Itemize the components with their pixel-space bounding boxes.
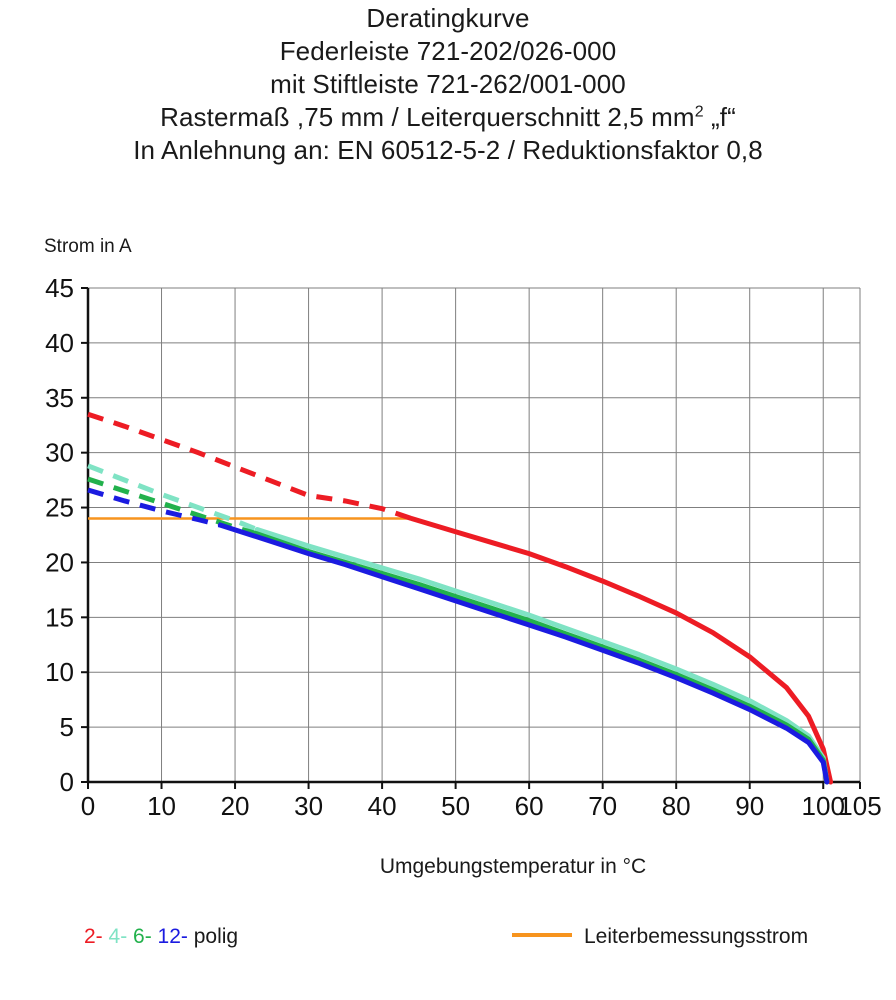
x-tick-label: 20 [220, 791, 250, 821]
chart-legend [0, 925, 896, 965]
title-line-4-post: „f“ [703, 102, 736, 132]
plot-area [0, 270, 896, 830]
title-block [0, 2, 896, 167]
legend-poles [84, 925, 238, 949]
deratingkurve-chart [0, 270, 896, 830]
y-axis-label: Strom in A [44, 236, 132, 257]
title-line-3: mit Stiftleiste 721-262/001-000 [270, 69, 626, 99]
legend-pole-2: 2- [84, 925, 109, 948]
y-tick-label: 5 [59, 712, 74, 743]
x-tick-label: 40 [367, 791, 397, 821]
legend-rated-current-label: Leiterbemessungsstrom [584, 925, 809, 948]
y-tick-label: 10 [45, 657, 74, 688]
series-line-dashed [88, 466, 257, 530]
y-tick-label: 25 [45, 492, 74, 523]
title-line-5: In Anlehnung an: EN 60512-5-2 / Reduktionsfaktor 0,8 [133, 135, 763, 165]
title-line-4-pre: Rastermaß ,75 mm / Leiterquerschnitt 2,5 mm [160, 102, 695, 132]
legend-pole-4: 4- [108, 925, 134, 948]
title-line-2: Federleiste 721-202/026-000 [279, 36, 617, 66]
x-tick-label: 50 [441, 791, 471, 821]
y-tick-label: 35 [45, 382, 74, 413]
y-tick-label: 45 [45, 273, 74, 303]
legend-pole-6: 6- [133, 925, 158, 948]
x-tick-label: 80 [661, 791, 691, 821]
x-tick-label: 70 [588, 791, 618, 821]
legend-rated-current [512, 925, 808, 949]
y-tick-label: 15 [45, 602, 74, 633]
legend-pole-12: 12- [157, 925, 194, 948]
x-axis-label: Umgebungstemperatur in °C [379, 855, 647, 878]
x-tick-label: 10 [147, 791, 176, 821]
y-tick-label: 40 [45, 327, 74, 358]
x-tick-label: 0 [80, 791, 96, 821]
x-tick-label: 30 [294, 791, 324, 821]
legend-line-swatch [512, 933, 572, 937]
series-line-solid [220, 525, 827, 782]
series-line-dashed [88, 414, 412, 518]
title-line-4 [0, 101, 896, 134]
series-line-solid [257, 534, 827, 782]
title-line-4-sup: 2 [694, 103, 704, 121]
x-tick-label: 100 [801, 791, 845, 821]
x-tick-label: 60 [514, 791, 544, 821]
y-tick-label: 30 [45, 437, 74, 468]
x-tick-label: 90 [735, 791, 765, 821]
legend-poles-suffix: polig [193, 925, 239, 948]
y-tick-label: 20 [45, 547, 74, 578]
x-tick-label: 105 [838, 791, 882, 821]
y-tick-label: 0 [59, 767, 74, 797]
series-line-dashed [88, 479, 257, 534]
title-line-1: Deratingkurve [366, 3, 530, 33]
series-line-solid [257, 530, 827, 782]
